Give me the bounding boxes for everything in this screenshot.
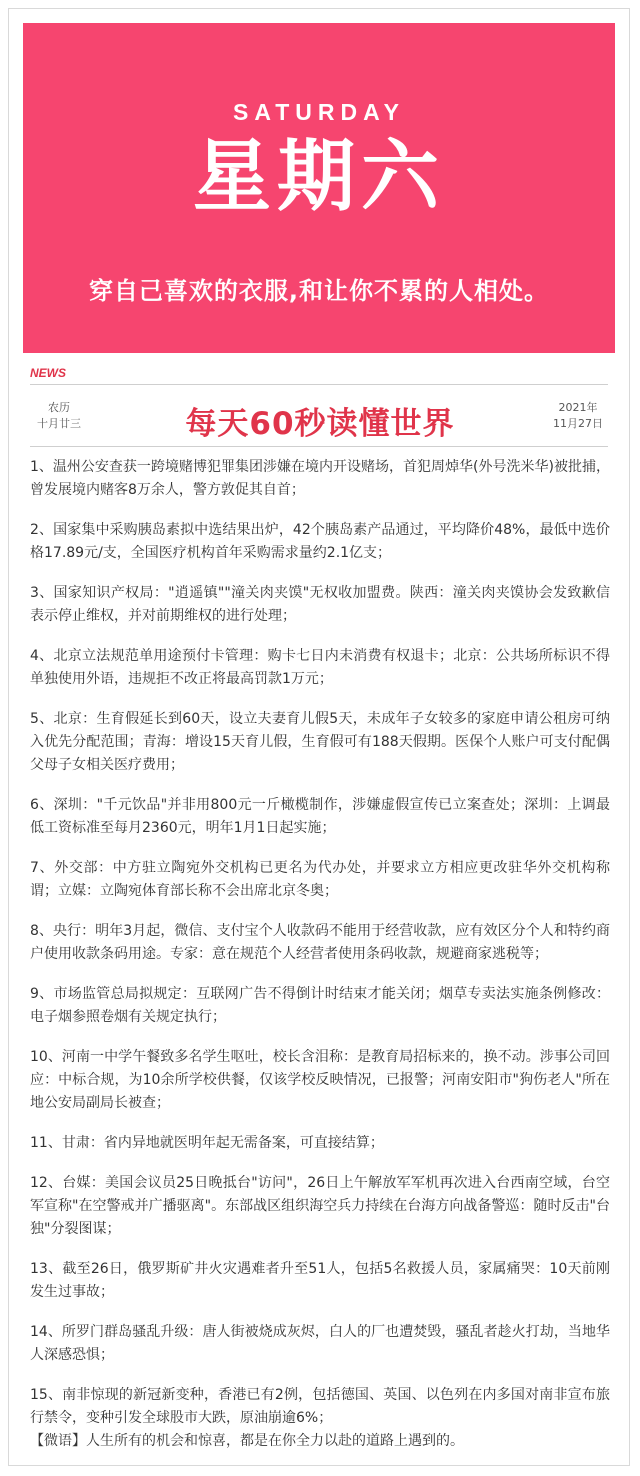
header-divider (30, 446, 608, 447)
top-divider (30, 384, 608, 385)
news-item: 4、北京立法规范单用途预付卡管理：购卡七日内未消费有权退卡；北京：公共场所标识不得单独使用外语，违规拒不改正将最高罚款1万元； (30, 648, 610, 687)
news-item: 13、截至26日，俄罗斯矿井火灾遇难者升至51人，包括5名救援人员，家属痛哭：10天前刚发生过事故； (30, 1261, 610, 1300)
news-item: 15、南非惊现的新冠新变种，香港已有2例，包括德国、英国、以色列在内多国对南非宣布旅行禁令，变种引发全球股市大跌，原油崩逾6%； (30, 1387, 610, 1426)
banner-english-day: SATURDAY (233, 99, 405, 125)
news-item: 6、深圳："千元饮品"并非用800元一斤橄榄制作，涉嫌虚假宣传已立案查处；深圳：上调最低工资标准至每月2360元，明年1月1日起实施； (30, 797, 610, 836)
news-item: 3、国家知识产权局："逍遥镇""潼关肉夹馍"无权收加盟费。陕西：潼关肉夹馍协会发致歉信表示停止维权，并对前期维权的进行处理； (30, 585, 610, 624)
news-list (30, 456, 610, 1447)
news-item: 11、甘肃：省内异地就医明年起无需备案，可直接结算； (30, 1135, 384, 1151)
news-label: NEWS (30, 366, 66, 380)
news-item: 8、央行：明年3月起，微信、支付宝个人收款码不能用于经营收款，应有效区分个人和特约商户使用收款条码用途。专家：意在规范个人经营者使用条码收款，规避商家逃税等； (30, 923, 610, 962)
news-item: 14、所罗门群岛骚乱升级：唐人街被烧成灰烬，白人的厂也遭焚毁，骚乱者趁火打劫，当地华人深感恐惧； (30, 1324, 610, 1363)
solar-date (548, 400, 608, 432)
solar-month-day: 11月27日 (553, 417, 603, 430)
solar-year: 2021年 (558, 401, 598, 414)
banner-motto: 穿自己喜欢的衣服,和让你不累的人相处。 (88, 277, 550, 305)
news-item: 10、河南一中学午餐致多名学生呕吐，校长含泪称：是教育局招标来的，换不动。涉事公司回应：中标合规，为10余所学校供餐，仅该学校反映情况，已报警；河南安阳市"狗伤老人"所在地公安局副局长被查； (30, 1049, 610, 1111)
news-item: 2、国家集中采购胰岛素拟中选结果出炉，42个胰岛素产品通过，平均降价48%，最低中选价格17.89元/支，全国医疗机构首年采购需求量约2.1亿支； (30, 522, 610, 561)
banner-chinese-day: 星期六 (192, 132, 445, 222)
news-item: 1、温州公安查获一跨境赌博犯罪集团涉嫌在境内开设赌场，首犯周焯华(外号洗米华)被批捕，曾发展境内赌客8万余人，警方敦促其自首； (30, 459, 610, 498)
news-item: 7、外交部：中方驻立陶宛外交机构已更名为代办处，并要求立方相应更改驻华外交机构称谓；立媒：立陶宛体育部长称不会出席北京冬奥； (30, 860, 610, 899)
headline: 每天60秒读懂世界 (185, 406, 455, 442)
lunar-label: 农历 (48, 401, 70, 414)
banner (23, 23, 615, 353)
news-item: 12、台媒：美国会议员25日晚抵台"访问"，26日上午解放军军机再次进入台西南空域，台空军宣称"在空警戒并广播驱离"。东部战区组织海空兵力持续在台海方向战备警巡：随时反击"台独"分裂图谋； (30, 1175, 610, 1237)
news-item: 9、市场监管总局拟规定：互联网广告不得倒计时结束才能关闭；烟草专卖法实施条例修改：电子烟参照卷烟有关规定执行； (30, 986, 610, 1025)
lunar-day: 十月廿三 (37, 417, 81, 430)
daily-quote: 【微语】人生所有的机会和惊喜，都是在你全力以赴的道路上遇到的。 (30, 1433, 464, 1449)
news-item: 5、北京：生育假延长到60天，设立夫妻育儿假5天，未成年子女较多的家庭申请公租房可纳入优先分配范围；青海：增设15天育儿假，生育假可有188天假期。医保个人账户可支付配偶父母子女相关医疗费用； (30, 711, 610, 773)
